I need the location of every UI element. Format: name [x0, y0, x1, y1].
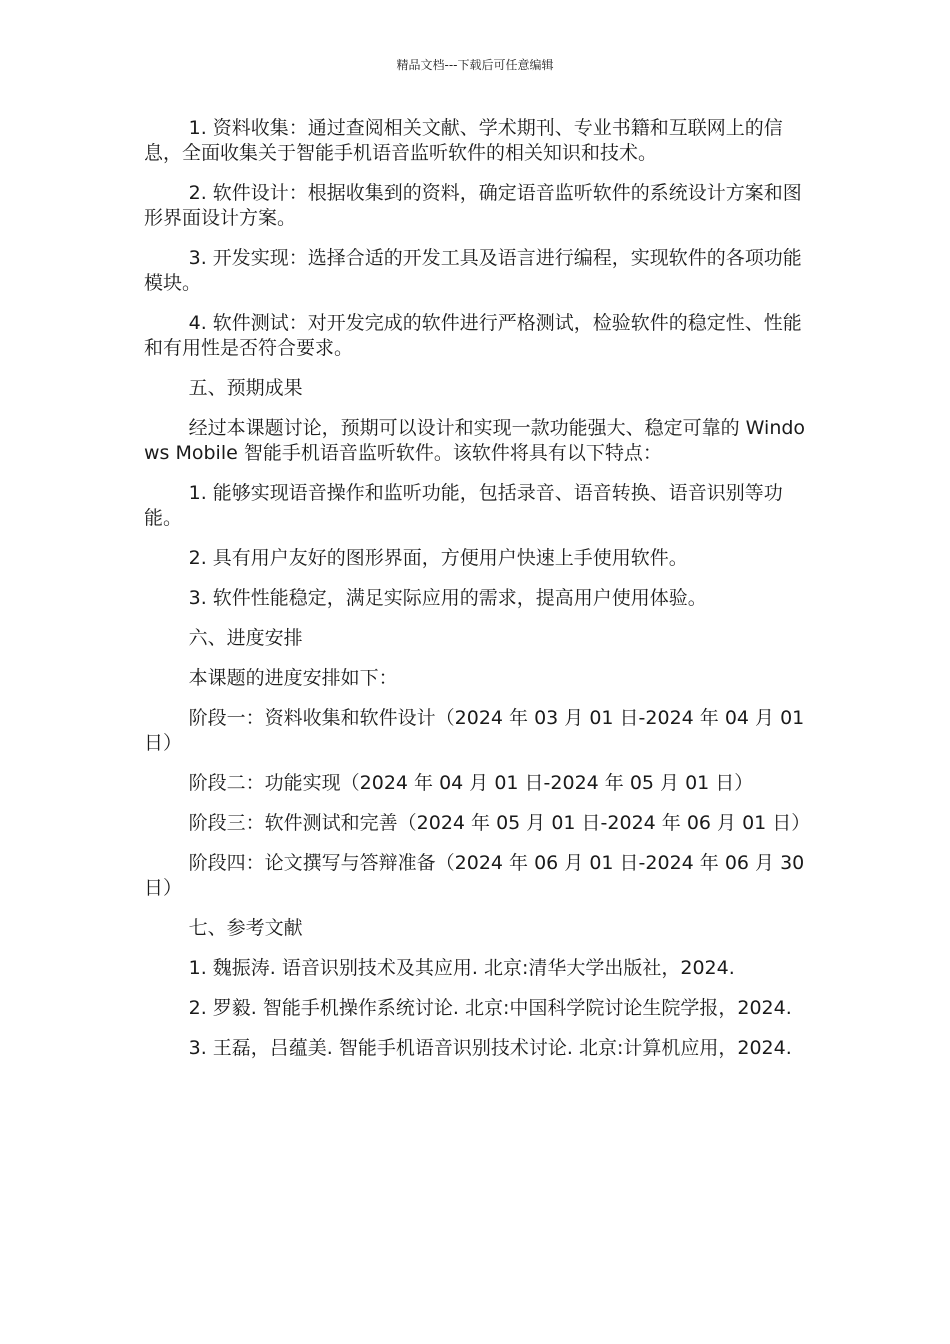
section-heading-schedule: 六、进度安排 — [188, 627, 303, 649]
feature-item-3: 3. 软件性能稳定，满足实际应用的需求，提高用户使用体验。 — [188, 587, 707, 609]
expected-results-intro: 经过本课题讨论，预期可以设计和实现一款功能强大、稳定可靠的 Windows Mobile 智能手机语音监听软件。该软件将具有以下特点： — [144, 417, 806, 464]
document-body — [144, 116, 812, 1076]
method-item-1: 1. 资料收集：通过查阅相关文献、学术期刊、专业书籍和互联网上的信息，全面收集关于智能手机语音监听软件的相关知识和技术。 — [144, 117, 783, 164]
schedule-stage-3: 阶段三：软件测试和完善（2024 年 05 月 01 日-2024 年 06 月 01 日） — [188, 812, 811, 834]
section-heading-expected-results: 五、预期成果 — [188, 377, 303, 399]
reference-item-1: 1. 魏振涛. 语音识别技术及其应用. 北京:清华大学出版社，2024. — [188, 957, 735, 979]
method-item-2: 2. 软件设计：根据收集到的资料，确定语音监听软件的系统设计方案和图形界面设计方案。 — [144, 182, 802, 229]
schedule-intro: 本课题的进度安排如下： — [188, 667, 398, 689]
reference-item-3: 3. 王磊，吕蕴美. 智能手机语音识别技术讨论. 北京:计算机应用，2024. — [188, 1037, 792, 1059]
schedule-stage-2: 阶段二：功能实现（2024 年 04 月 01 日-2024 年 05 月 01 日） — [188, 772, 754, 794]
feature-item-2: 2. 具有用户友好的图形界面，方便用户快速上手使用软件。 — [188, 547, 688, 569]
feature-item-1: 1. 能够实现语音操作和监听功能，包括录音、语音转换、语音识别等功能。 — [144, 482, 783, 529]
reference-item-2: 2. 罗毅. 智能手机操作系统讨论. 北京:中国科学院讨论生院学报，2024. — [188, 997, 792, 1019]
method-item-3: 3. 开发实现：选择合适的开发工具及语言进行编程，实现软件的各项功能模块。 — [144, 247, 802, 294]
page-header: 精品文档---下载后可任意编辑 — [396, 58, 554, 72]
section-heading-references: 七、参考文献 — [188, 917, 303, 939]
schedule-stage-1: 阶段一：资料收集和软件设计（2024 年 03 月 01 日-2024 年 04 月 01 日） — [144, 707, 805, 754]
schedule-stage-4: 阶段四：论文撰写与答辩准备（2024 年 06 月 01 日-2024 年 06 月 30 日） — [144, 852, 805, 899]
method-item-4: 4. 软件测试：对开发完成的软件进行严格测试，检验软件的稳定性、性能和有用性是否符合要求。 — [144, 312, 802, 359]
